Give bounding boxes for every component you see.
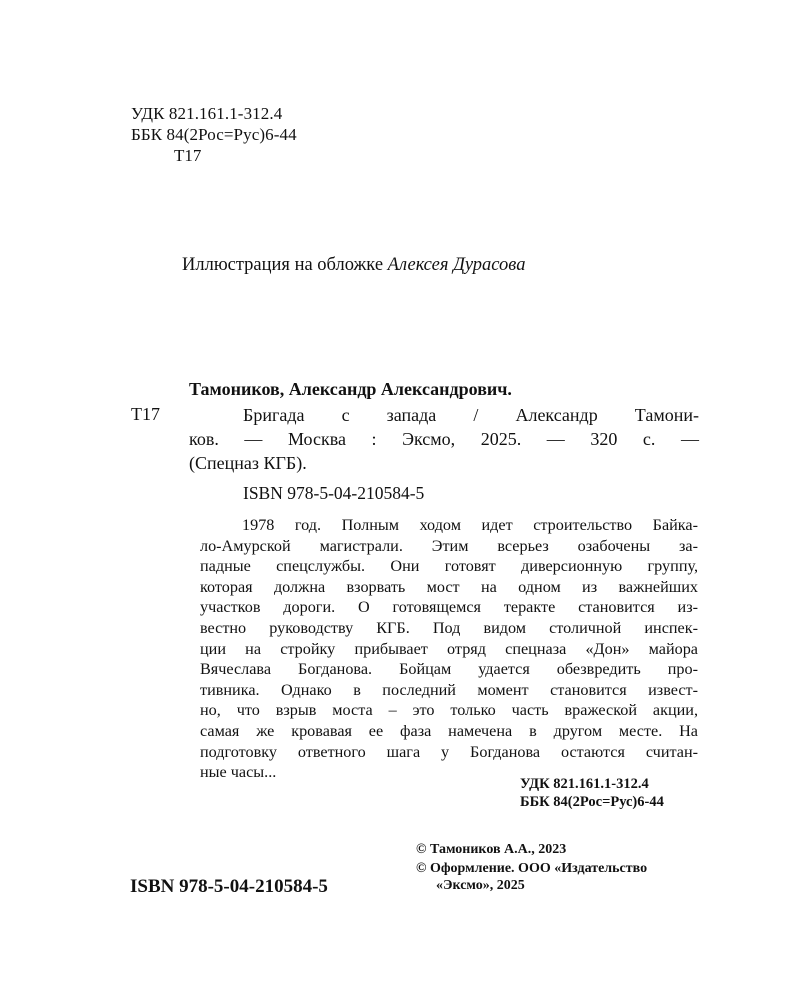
- annotation-line: падные спецслужбы. Они готовят диверсионную группу,: [200, 557, 698, 576]
- isbn-bottom: ISBN 978-5-04-210584-5: [130, 876, 328, 897]
- illustration-credit: [182, 255, 525, 276]
- annotation-line: ные часы...: [200, 763, 277, 782]
- annotation-line: подготовку ответного шага у Богданова остаются считан-: [200, 742, 698, 761]
- annotation-line: которая должна взорвать мост на одном из важнейших: [200, 577, 698, 596]
- annotation-line: Вячеслава Богданова. Бойцам удается обезвредить про-: [200, 660, 698, 679]
- annotation-line: ции на стройку прибывает отряд спецназа «Дон» майора: [200, 639, 698, 658]
- copyright-author: © Тамоников А.А., 2023: [416, 842, 567, 857]
- udk-code: УДК 821.161.1-312.4: [131, 104, 283, 123]
- title-line: (Спецназ КГБ).: [189, 453, 307, 473]
- bbk-code: ББК 84(2Рос=Рус)6-44: [131, 125, 297, 144]
- copyright-design-cont: «Эксмо», 2025: [436, 878, 525, 893]
- annotation-line: ло-Амурской магистрали. Этим всерьез озабочены за-: [200, 536, 698, 555]
- annotation-line: участков дороги. О готовящемся теракте становится из-: [200, 598, 698, 617]
- udk-code-bottom: УДК 821.161.1-312.4: [520, 776, 649, 792]
- author-mark: Т17: [174, 146, 202, 165]
- title-line: Бригада с запада / Александр Тамони-: [243, 405, 699, 425]
- annotation: [200, 515, 698, 783]
- bbk-code-bottom: ББК 84(2Рос=Рус)6-44: [520, 794, 664, 810]
- copyright-design: © Оформление. ООО «Издательство: [416, 861, 648, 876]
- catalog-title-block: [189, 403, 699, 475]
- annotation-line: 1978 год. Полным ходом идет строительство Байка-: [242, 516, 698, 534]
- annotation-line: тивника. Однако в последний момент становится извест-: [200, 680, 698, 699]
- annotation-line: самая же кровавая ее фаза намечена в другом месте. На: [200, 721, 698, 740]
- catalog-author: Тамоников, Александр Александрович.: [189, 379, 512, 399]
- catalog-side-code: Т17: [131, 404, 160, 424]
- annotation-line: но, что взрыв моста – это только часть вражеской акции,: [200, 701, 698, 720]
- catalog-isbn: ISBN 978-5-04-210584-5: [243, 483, 425, 503]
- title-line: ков. — Москва : Эксмо, 2025. — 320 с. —: [189, 429, 699, 449]
- annotation-line: вестно руководству КГБ. Под видом столичной инспек-: [200, 618, 698, 637]
- illustration-artist: Алексея Дурасова: [387, 255, 526, 275]
- illustration-prefix: Иллюстрация на обложке: [182, 255, 388, 275]
